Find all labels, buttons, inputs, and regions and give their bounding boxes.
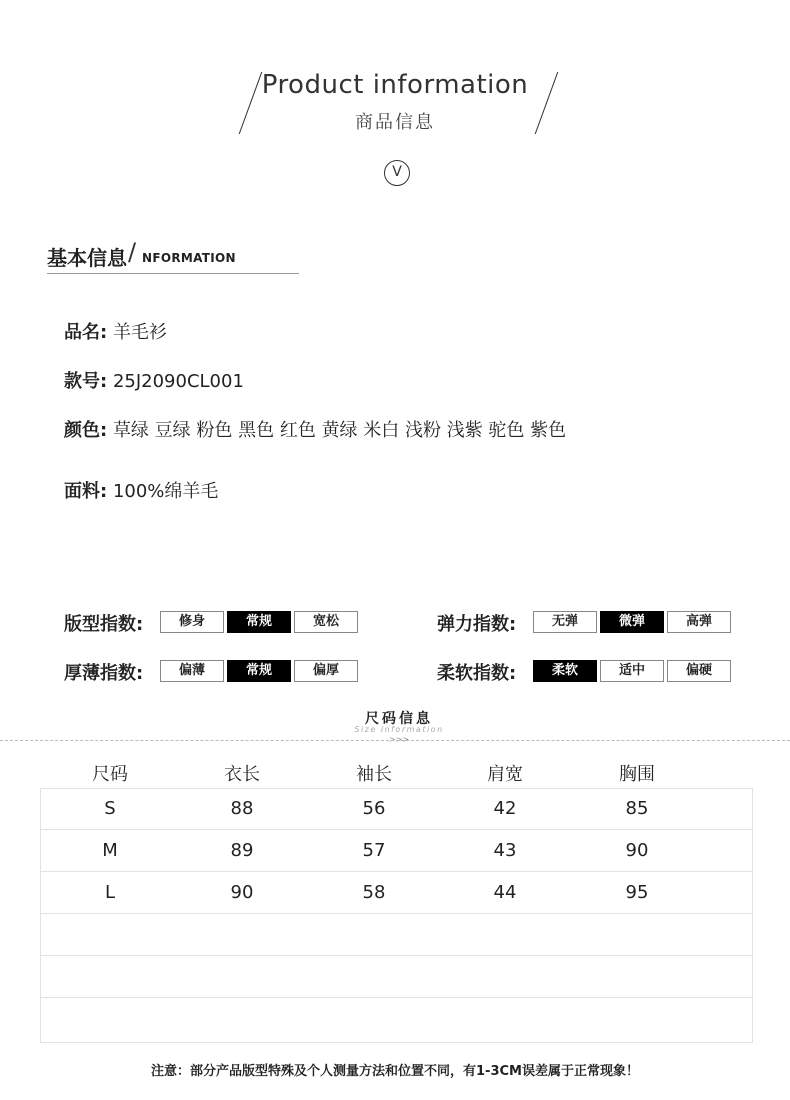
col-header-length: 衣长 (224, 764, 260, 785)
header-title-en: Product information (261, 70, 529, 100)
dashed-divider (0, 740, 790, 741)
fabric-row (64, 477, 218, 503)
col-header-size: 尺码 (92, 764, 128, 785)
cell-length: 88 (230, 798, 254, 819)
cell-shoulder: 42 (493, 798, 517, 819)
cell-size: S (104, 798, 116, 819)
softness-option-2: 偏硬 (667, 660, 731, 682)
elastic-index-label: 弹力指数: (437, 614, 517, 635)
product-name-value: 羊毛衫 (112, 322, 167, 343)
chevron-down-icon: V (384, 160, 410, 186)
table-row-divider (40, 913, 753, 914)
table-row-divider (40, 997, 753, 998)
cell-shoulder: 43 (493, 840, 517, 861)
cell-length: 90 (230, 882, 254, 903)
size-info-subtitle: Size information (354, 725, 444, 734)
cell-chest: 95 (625, 882, 649, 903)
softness-option-0: 柔软 (533, 660, 597, 682)
basic-info-underline (47, 273, 299, 274)
size-info-arrows: >>> (388, 735, 410, 744)
col-header-sleeve: 袖长 (356, 764, 392, 785)
product-name-row (64, 318, 167, 344)
col-header-chest: 胸围 (619, 764, 655, 785)
style-number-label: 款号: (64, 371, 108, 392)
cell-length: 89 (230, 840, 254, 861)
basic-info-title-cn: 基本信息 (47, 246, 127, 270)
basic-info-separator: / (128, 238, 137, 266)
size-table (40, 788, 753, 1043)
fit-option-2: 宽松 (294, 611, 358, 633)
thickness-option-2: 偏厚 (294, 660, 358, 682)
cell-sleeve: 58 (362, 882, 386, 903)
elastic-option-0: 无弹 (533, 611, 597, 633)
color-value: 草绿 豆绿 粉色 黑色 红色 黄绿 米白 浅粉 浅紫 驼色 紫色 (112, 420, 567, 441)
fabric-label: 面料: (64, 481, 108, 502)
elastic-option-1: 微弹 (600, 611, 664, 633)
basic-info-title-en: NFORMATION (142, 251, 236, 265)
thickness-option-1: 常规 (227, 660, 291, 682)
size-info-title: 尺码信息 (365, 711, 433, 727)
fabric-value: 100%绵羊毛 (112, 481, 219, 502)
cell-chest: 90 (625, 840, 649, 861)
style-number-row (64, 367, 244, 393)
cell-size: L (104, 882, 116, 903)
elastic-option-2: 高弹 (667, 611, 731, 633)
cell-sleeve: 57 (362, 840, 386, 861)
thickness-index-label: 厚薄指数: (64, 663, 144, 684)
table-row-divider (40, 871, 753, 872)
product-name-label: 品名: (64, 322, 108, 343)
cell-sleeve: 56 (362, 798, 386, 819)
table-row-divider (40, 955, 753, 956)
thickness-option-0: 偏薄 (160, 660, 224, 682)
fit-option-0: 修身 (160, 611, 224, 633)
color-row (64, 416, 566, 442)
style-number-value: 25J2090CL001 (112, 371, 244, 392)
table-row-divider (40, 829, 753, 830)
fit-option-1: 常规 (227, 611, 291, 633)
col-header-shoulder: 肩宽 (487, 764, 523, 785)
softness-option-1: 适中 (600, 660, 664, 682)
softness-index-label: 柔软指数: (437, 663, 517, 684)
disclaimer-note: 注意：部分产品版型特殊及个人测量方法和位置不同，有1-3CM误差属于正常现象！ (151, 1064, 639, 1079)
cell-size: M (102, 840, 118, 861)
cell-chest: 85 (625, 798, 649, 819)
cell-shoulder: 44 (493, 882, 517, 903)
color-label: 颜色: (64, 420, 108, 441)
header-title-cn: 商品信息 (355, 112, 435, 133)
fit-index-label: 版型指数: (64, 614, 144, 635)
